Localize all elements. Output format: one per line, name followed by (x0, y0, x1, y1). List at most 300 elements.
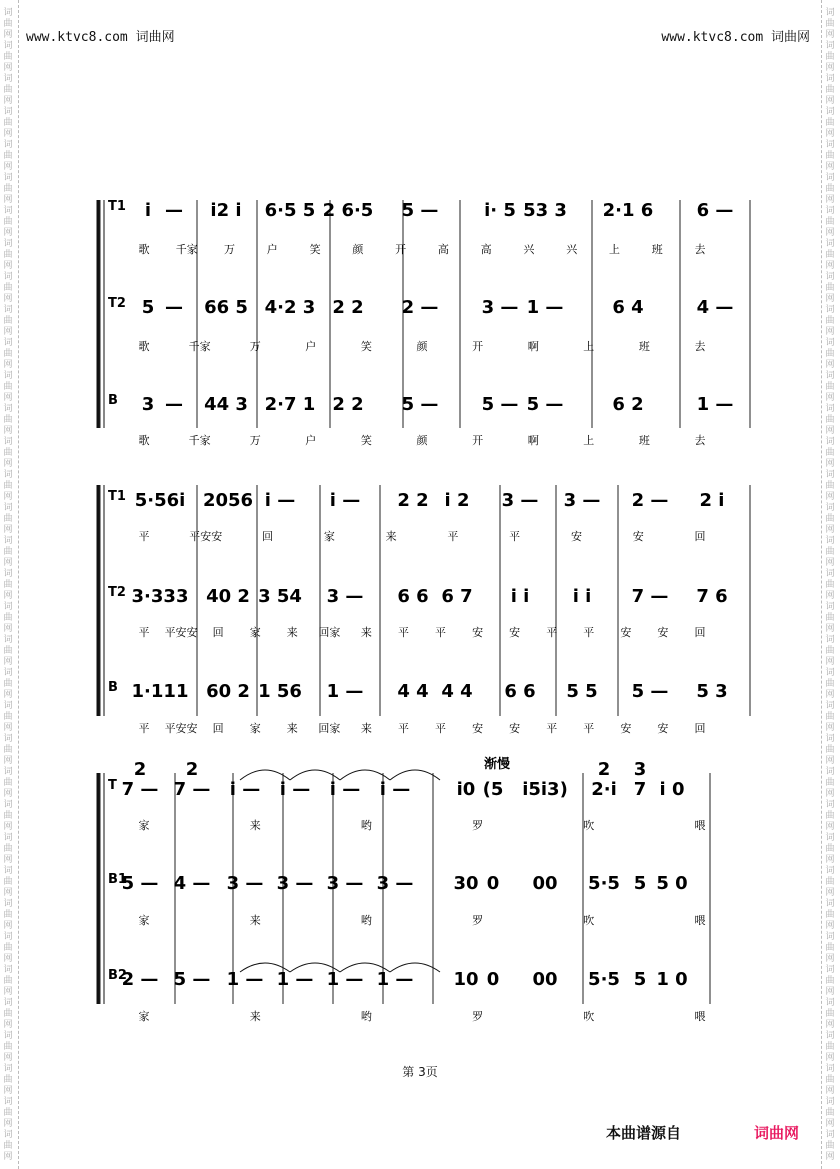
watermark-glyph: 网 (3, 756, 13, 766)
watermark-glyph: 词 (3, 932, 13, 942)
watermark-glyph: 词 (825, 1130, 835, 1140)
watermark-glyph: 网 (3, 624, 13, 634)
note-group: 3 — (326, 586, 364, 607)
lyric-word: 平 (435, 722, 447, 735)
watermark-glyph: 曲 (825, 679, 835, 689)
watermark-glyph: 网 (3, 1086, 13, 1096)
watermark-glyph: 词 (3, 701, 13, 711)
watermark-glyph: 词 (825, 932, 835, 942)
watermark-glyph: 曲 (825, 646, 835, 656)
note-group: 5·5 (588, 873, 620, 894)
watermark-glyph: 网 (3, 789, 13, 799)
lyric-word: 万 (224, 243, 236, 256)
note-group: 5 (633, 873, 647, 894)
note-group: 4 — (173, 873, 211, 894)
note-group: i 2 (444, 490, 470, 511)
watermark-glyph: 词 (3, 767, 13, 777)
watermark-glyph: 曲 (3, 151, 13, 161)
watermark-glyph: 词 (825, 668, 835, 678)
part-label: B1 (108, 872, 127, 887)
watermark-glyph: 曲 (825, 118, 835, 128)
note-group: 5·5 (588, 969, 620, 990)
watermark-glyph: 词 (3, 1064, 13, 1074)
watermark-glyph: 词 (3, 668, 13, 678)
lyric-word: 班 (651, 243, 663, 256)
note-group: 1·111 (131, 681, 189, 702)
watermark-glyph: 词 (825, 74, 835, 84)
watermark-glyph: 词 (3, 338, 13, 348)
watermark-glyph: 词 (825, 437, 835, 447)
footer-site-name[interactable]: 词曲网 (754, 1124, 800, 1142)
note-group: 1 — (226, 969, 264, 990)
note-group: 3 — (226, 873, 264, 894)
lyric-word: 来 (286, 626, 298, 639)
note-group: 6 6 (397, 586, 429, 607)
watermark-glyph: 网 (3, 228, 13, 238)
watermark-glyph: 曲 (3, 976, 13, 986)
lyric-word: 笑 (309, 243, 321, 256)
note-group: 2 6·5 (322, 200, 374, 221)
watermark-glyph: 网 (3, 30, 13, 40)
lyric-word: 安 (570, 530, 582, 543)
watermark-glyph: 词 (825, 305, 835, 315)
note-group: 3 — (326, 873, 364, 894)
watermark-glyph: 网 (3, 1020, 13, 1030)
lyric-word: 回家 (318, 722, 341, 735)
header-left-url: www.ktvc8.com 词曲网 (26, 30, 175, 45)
watermark-glyph: 词 (3, 74, 13, 84)
lyric-word: 来 (360, 626, 372, 639)
watermark-glyph: 网 (825, 756, 835, 766)
lyric-word: 歌 (138, 340, 150, 353)
watermark-glyph: 曲 (825, 217, 835, 227)
lyric-word: 户 (305, 434, 317, 447)
watermark-glyph: 网 (3, 1152, 13, 1162)
watermark-glyph: 曲 (825, 1141, 835, 1151)
lyric-word: 回 (262, 530, 274, 543)
lyric-word: 开 (472, 434, 484, 447)
watermark-glyph: 网 (825, 129, 835, 139)
watermark-glyph: 网 (3, 261, 13, 271)
watermark-glyph: 曲 (3, 19, 13, 29)
lyric-word: 平 (447, 530, 459, 543)
lyric-word: 颜 (352, 243, 364, 256)
watermark-glyph: 曲 (3, 514, 13, 524)
lyric-word: 颜 (416, 340, 428, 353)
watermark-glyph: 曲 (825, 811, 835, 821)
watermark-glyph: 词 (825, 107, 835, 117)
watermark-glyph: 词 (825, 602, 835, 612)
watermark-glyph: 词 (3, 602, 13, 612)
note-group: 3 — (563, 490, 601, 511)
watermark-glyph: 词 (3, 503, 13, 513)
watermark-glyph: 词 (3, 965, 13, 975)
watermark-glyph: 词 (3, 437, 13, 447)
watermark-glyph: 曲 (825, 745, 835, 755)
watermark-glyph: 词 (825, 866, 835, 876)
note-group: 3 — (376, 873, 414, 894)
watermark-glyph: 词 (3, 899, 13, 909)
watermark-glyph: 网 (825, 492, 835, 502)
watermark-glyph: 网 (825, 327, 835, 337)
watermark-glyph: 曲 (825, 580, 835, 590)
lyric-word: 安 (472, 722, 484, 735)
watermark-glyph: 词 (825, 536, 835, 546)
watermark-glyph: 网 (3, 591, 13, 601)
watermark-glyph: 词 (825, 1097, 835, 1107)
watermark-glyph: 曲 (3, 1141, 13, 1151)
watermark-glyph: 词 (825, 8, 835, 18)
watermark-glyph: 网 (825, 459, 835, 469)
lyric-word: 哟 (360, 914, 372, 927)
watermark-glyph: 曲 (3, 448, 13, 458)
watermark-glyph: 词 (825, 470, 835, 480)
lyric-word: 安 (509, 626, 521, 639)
part-label: B (108, 393, 118, 408)
part-label: B2 (108, 968, 127, 983)
note-group: 2 2 (332, 297, 364, 318)
lyric-word: 安 (620, 626, 632, 639)
watermark-glyph: 词 (3, 41, 13, 51)
watermark-glyph: 词 (3, 536, 13, 546)
lyric-word: 上 (583, 434, 595, 447)
note-group: 7 — (173, 779, 211, 800)
watermark-glyph: 曲 (3, 811, 13, 821)
lyric-word: 家 (249, 722, 261, 735)
lyric-word: 兴 (566, 243, 578, 256)
lyric-word: 平 (546, 626, 558, 639)
watermark-glyph: 网 (3, 63, 13, 73)
watermark-glyph: 曲 (3, 613, 13, 623)
watermark-glyph: 网 (3, 921, 13, 931)
watermark-glyph: 曲 (825, 1108, 835, 1118)
note-group: 5 — (526, 394, 564, 415)
watermark-glyph: 网 (3, 96, 13, 106)
lyric-word: 吹 (583, 914, 595, 927)
note-group: (5 (482, 779, 504, 800)
note-group: 2 — (121, 969, 159, 990)
lyric-word: 去 (694, 340, 706, 353)
lyric-word: 开 (395, 243, 407, 256)
watermark-glyph: 网 (825, 195, 835, 205)
watermark-glyph: 曲 (825, 349, 835, 359)
watermark-glyph: 曲 (825, 910, 835, 920)
watermark-glyph: 网 (825, 393, 835, 403)
lyric-word: 吹 (583, 1010, 595, 1023)
watermark-glyph: 词 (3, 8, 13, 18)
lyric-word: 平 (546, 722, 558, 735)
lyric-word: 颜 (416, 434, 428, 447)
watermark-glyph: 曲 (825, 514, 835, 524)
note-group: 2 2 (332, 394, 364, 415)
header-right-url: www.ktvc8.com 词曲网 (661, 30, 810, 45)
watermark-glyph: 曲 (825, 382, 835, 392)
watermark-glyph: 词 (825, 833, 835, 843)
watermark-glyph: 网 (825, 822, 835, 832)
watermark-glyph: 曲 (825, 877, 835, 887)
watermark-glyph: 网 (825, 954, 835, 964)
note-group: 1 — (326, 969, 364, 990)
lyric-word: 安 (472, 626, 484, 639)
watermark-glyph: 曲 (3, 910, 13, 920)
note-group: 5 — (481, 394, 519, 415)
lyric-word: 来 (249, 819, 261, 832)
footer-source-label: 本曲谱源自 (606, 1124, 682, 1142)
watermark-glyph: 词 (825, 41, 835, 51)
lyric-word: 平 (509, 530, 521, 543)
watermark-glyph: 网 (825, 261, 835, 271)
watermark-glyph: 词 (825, 701, 835, 711)
watermark-glyph: 网 (3, 1053, 13, 1063)
watermark-glyph: 网 (825, 228, 835, 238)
watermark-glyph: 曲 (825, 547, 835, 557)
watermark-glyph: 网 (3, 855, 13, 865)
watermark-glyph: 曲 (3, 844, 13, 854)
watermark-glyph: 词 (3, 173, 13, 183)
watermark-glyph: 词 (3, 1097, 13, 1107)
note-group: 5 — (173, 969, 211, 990)
watermark-glyph: 词 (3, 800, 13, 810)
note-group: 2 — (401, 297, 439, 318)
watermark-glyph: 曲 (3, 184, 13, 194)
watermark-glyph: 网 (825, 426, 835, 436)
watermark-glyph: 词 (3, 1130, 13, 1140)
watermark-glyph: 曲 (825, 250, 835, 260)
note-group: 7 — (121, 779, 159, 800)
watermark-glyph: 曲 (825, 52, 835, 62)
watermark-glyph: 网 (3, 822, 13, 832)
watermark-glyph: 网 (3, 393, 13, 403)
note-group: 2·1 6 (602, 200, 654, 221)
lyric-word: 平 (397, 722, 409, 735)
watermark-glyph: 网 (825, 30, 835, 40)
lyric-word: 安 (620, 722, 632, 735)
watermark-glyph: 网 (825, 723, 835, 733)
lyric-word: 家 (138, 1010, 150, 1023)
note-group: 5·56i (134, 490, 186, 511)
lyric-word: 啊 (527, 434, 539, 447)
note-group: 3 (141, 394, 155, 415)
note-group: 1 — (326, 681, 364, 702)
watermark-glyph: 网 (3, 492, 13, 502)
lyric-word: 高 (480, 243, 492, 256)
watermark-glyph: 词 (825, 734, 835, 744)
lyric-word: 来 (385, 530, 397, 543)
watermark-glyph: 网 (825, 657, 835, 667)
lyric-word: 罗 (472, 819, 484, 832)
note-group: 1 — (696, 394, 734, 415)
watermark-glyph: 网 (825, 558, 835, 568)
note-group: i — (264, 490, 296, 511)
watermark-glyph: 网 (825, 789, 835, 799)
watermark-glyph: 曲 (3, 217, 13, 227)
lyric-word: 家 (138, 819, 150, 832)
note-group: 4 4 (397, 681, 429, 702)
lyric-word: 家 (249, 626, 261, 639)
lyric-word: 喂 (694, 914, 706, 927)
watermark-glyph: 网 (825, 294, 835, 304)
watermark-glyph: 曲 (3, 547, 13, 557)
lyric-word: 回 (212, 722, 224, 735)
watermark-glyph: 网 (825, 525, 835, 535)
watermark-glyph: 词 (3, 140, 13, 150)
note-group: 6 6 (504, 681, 536, 702)
watermark-glyph: 词 (825, 173, 835, 183)
note-group: 40 2 (206, 586, 250, 607)
watermark-glyph: 词 (825, 1031, 835, 1041)
note-group: 2056 (202, 490, 254, 511)
lyric-word: 平 (583, 626, 595, 639)
lyric-word: 高 (437, 243, 449, 256)
watermark-glyph: 曲 (3, 118, 13, 128)
watermark-glyph: 网 (3, 129, 13, 139)
watermark-glyph: 曲 (3, 877, 13, 887)
lyric-word: 户 (266, 243, 278, 256)
watermark-glyph: 曲 (825, 778, 835, 788)
lyric-word: 罗 (472, 1010, 484, 1023)
watermark-glyph: 曲 (3, 943, 13, 953)
watermark-glyph: 词 (825, 239, 835, 249)
note-group: 2·7 1 (264, 394, 316, 415)
lyric-word: 回 (694, 530, 706, 543)
watermark-glyph: 词 (825, 1064, 835, 1074)
watermark-glyph: 网 (3, 888, 13, 898)
lyric-word: 歌 (138, 434, 150, 447)
watermark-glyph: 曲 (3, 778, 13, 788)
note-group: 6·5 5 (264, 200, 316, 221)
watermark-glyph: 网 (825, 690, 835, 700)
watermark-glyph: 曲 (3, 1042, 13, 1052)
watermark-glyph: 曲 (3, 481, 13, 491)
note-group: i i (572, 586, 592, 607)
lyric-word: 安 (632, 530, 644, 543)
lyric-word: 来 (286, 722, 298, 735)
note-group: — (165, 200, 183, 221)
watermark-glyph: 词 (3, 866, 13, 876)
upper-note: 3 (633, 759, 647, 780)
watermark-glyph: 曲 (825, 1075, 835, 1085)
watermark-glyph: 网 (3, 954, 13, 964)
note-group: 0 (486, 873, 500, 894)
note-group: 5 (141, 297, 155, 318)
watermark-glyph: 网 (3, 327, 13, 337)
watermark-glyph: 词 (3, 404, 13, 414)
watermark-glyph: 网 (825, 1053, 835, 1063)
watermark-glyph: 曲 (3, 415, 13, 425)
lyric-word: 万 (249, 434, 261, 447)
note-group: 1 — (276, 969, 314, 990)
watermark-glyph: 曲 (3, 1075, 13, 1085)
lyric-word: 千家 (175, 243, 198, 256)
watermark-glyph: 网 (825, 888, 835, 898)
lyric-word: 哟 (360, 819, 372, 832)
lyric-word: 喂 (694, 1010, 706, 1023)
note-group: 2·i (591, 779, 617, 800)
note-group: 60 2 (206, 681, 250, 702)
part-label: T (108, 778, 117, 793)
watermark-glyph: 曲 (825, 19, 835, 29)
lyric-word: 笑 (360, 340, 372, 353)
note-group: i — (279, 779, 311, 800)
watermark-glyph: 曲 (825, 184, 835, 194)
note-group: 5 — (401, 394, 439, 415)
watermark-glyph: 词 (3, 635, 13, 645)
watermark-glyph: 曲 (825, 943, 835, 953)
lyric-word: 安 (657, 626, 669, 639)
note-group: 5 5 (566, 681, 598, 702)
tempo-mark: 渐慢 (484, 757, 511, 772)
note-group: 2 2 (397, 490, 429, 511)
note-group: 3 — (501, 490, 539, 511)
upper-note: 2 (133, 759, 147, 780)
watermark-glyph: 网 (3, 657, 13, 667)
watermark-glyph: 曲 (3, 250, 13, 260)
watermark-glyph: 词 (3, 734, 13, 744)
watermark-glyph: 曲 (825, 283, 835, 293)
note-group: i — (379, 779, 411, 800)
watermark-glyph: 网 (825, 624, 835, 634)
note-group: 2 i (699, 490, 725, 511)
watermark-glyph: 曲 (3, 1009, 13, 1019)
watermark-glyph: 网 (3, 690, 13, 700)
note-group: 3 — (276, 873, 314, 894)
note-group: 3 54 (258, 586, 302, 607)
watermark-glyph: 曲 (825, 448, 835, 458)
watermark-glyph: 曲 (825, 712, 835, 722)
watermark-glyph: 网 (825, 63, 835, 73)
lyric-word: 班 (638, 340, 650, 353)
note-group: i0 (456, 779, 476, 800)
lyric-word: 回 (694, 722, 706, 735)
watermark-glyph: 网 (825, 1020, 835, 1030)
lyric-word: 户 (305, 340, 317, 353)
note-group: 5 0 (656, 873, 688, 894)
watermark-glyph: 词 (3, 107, 13, 117)
lyric-word: 吹 (583, 819, 595, 832)
lyric-word: 笑 (360, 434, 372, 447)
watermark-glyph: 曲 (3, 349, 13, 359)
watermark-glyph: 网 (825, 96, 835, 106)
note-group: i (144, 200, 152, 221)
watermark-glyph: 词 (825, 272, 835, 282)
note-group: 1 0 (656, 969, 688, 990)
watermark-glyph: 词 (3, 239, 13, 249)
watermark-glyph: 词 (825, 206, 835, 216)
watermark-glyph: 网 (825, 921, 835, 931)
watermark-glyph: 词 (825, 635, 835, 645)
lyric-word: 来 (249, 1010, 261, 1023)
watermark-glyph: 词 (825, 503, 835, 513)
note-group: 5 — (401, 200, 439, 221)
watermark-glyph: 词 (3, 206, 13, 216)
lyric-word: 上 (608, 243, 620, 256)
note-group: 4·2 3 (264, 297, 316, 318)
watermark-glyph: 网 (825, 1086, 835, 1096)
watermark-glyph: 网 (825, 1119, 835, 1129)
upper-note: 2 (597, 759, 611, 780)
watermark-glyph: 网 (3, 459, 13, 469)
note-group: i 0 (659, 779, 685, 800)
lyric-word: 家 (323, 530, 335, 543)
note-group: 7 (633, 779, 647, 800)
lyric-word: 平 (138, 722, 150, 735)
note-group: 7 6 (696, 586, 728, 607)
note-group: 5 (633, 969, 647, 990)
watermark-glyph: 网 (3, 558, 13, 568)
note-group: 6 — (696, 200, 734, 221)
note-group: 6 4 (612, 297, 644, 318)
watermark-glyph: 词 (3, 569, 13, 579)
